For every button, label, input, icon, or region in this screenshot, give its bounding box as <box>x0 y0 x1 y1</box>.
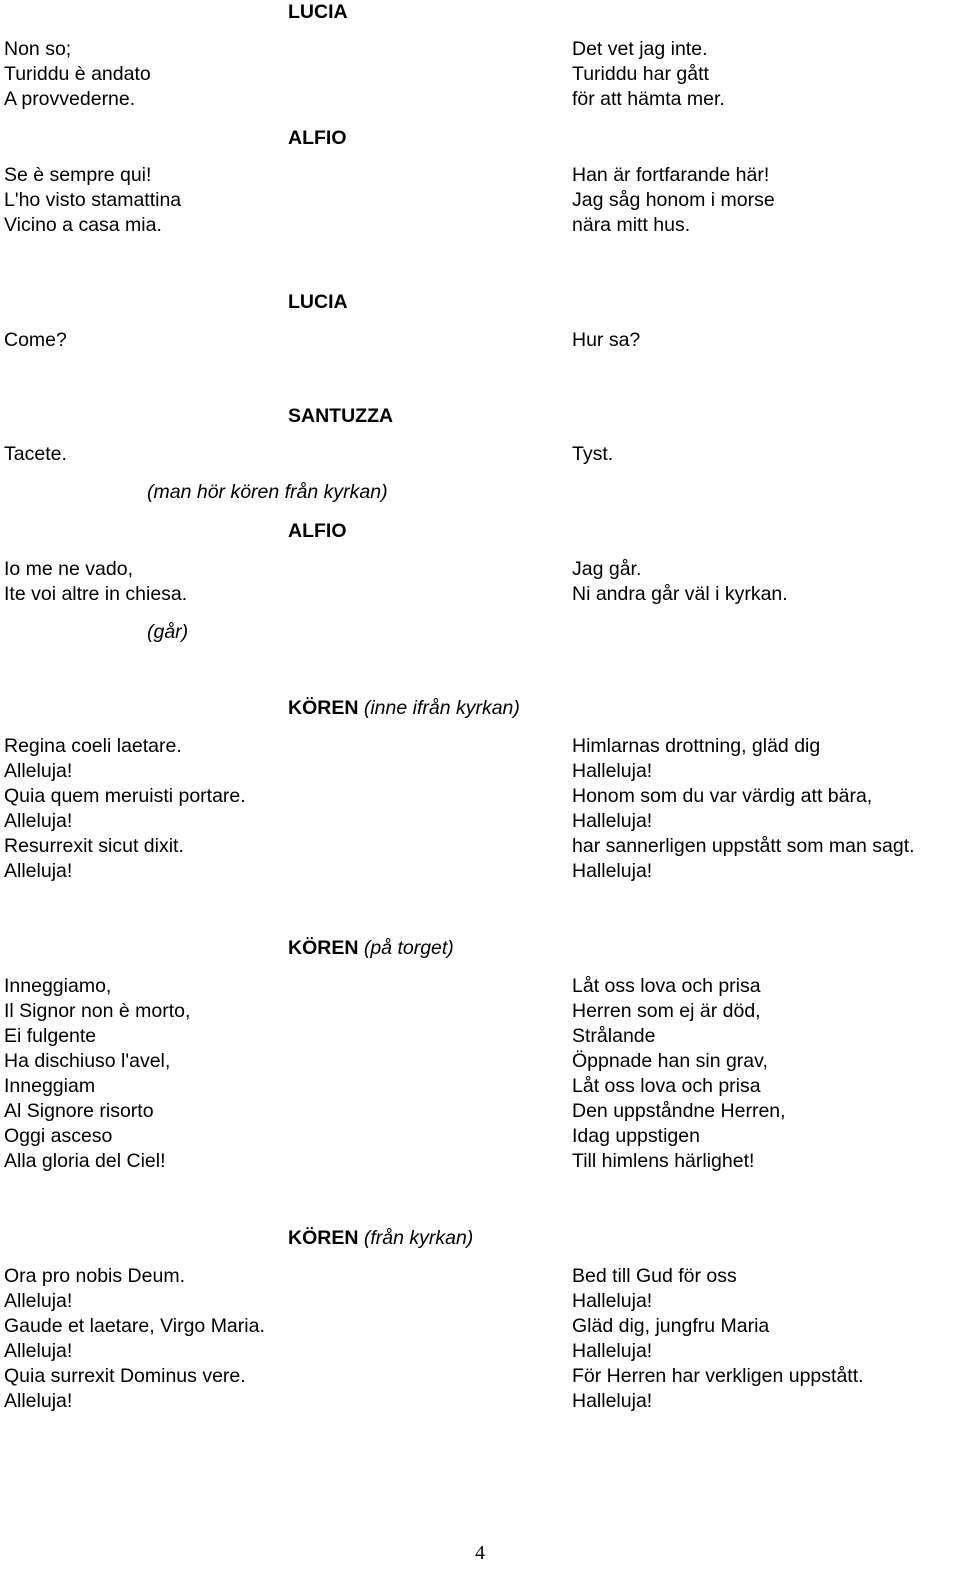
italian-line: Ei fulgente <box>4 1025 97 1047</box>
italian-line: Alleluja! <box>4 860 73 882</box>
swedish-line: Tyst. <box>572 443 614 465</box>
swedish-line: Låt oss lova och prisa <box>572 975 761 997</box>
speaker-name: KÖREN <box>288 1227 359 1249</box>
italian-line: Oggi asceso <box>4 1125 113 1147</box>
italian-line: Inneggiamo, <box>4 975 112 997</box>
speaker-direction: (på torget) <box>363 937 454 959</box>
italian-line: Inneggiam <box>4 1075 96 1097</box>
speaker-direction: (inne ifrån kyrkan) <box>363 697 520 719</box>
italian-line: Alleluja! <box>4 760 73 782</box>
swedish-line: Det vet jag inte. <box>572 38 708 60</box>
swedish-line: Idag uppstigen <box>572 1125 700 1147</box>
swedish-line: Halleluja! <box>572 810 653 832</box>
italian-line: Io me ne vado, <box>4 558 133 580</box>
speaker-name: ALFIO <box>288 127 347 149</box>
italian-line: L'ho visto stamattina <box>4 189 182 211</box>
swedish-line: Turiddu har gått <box>572 63 709 85</box>
swedish-line: Halleluja! <box>572 760 653 782</box>
swedish-line: Den uppståndne Herren, <box>572 1100 786 1122</box>
swedish-line: Jag såg honom i morse <box>572 189 775 211</box>
chorus-heading <box>288 936 454 961</box>
swedish-line: Ni andra går väl i kyrkan. <box>572 583 788 605</box>
italian-line: Alleluja! <box>4 1340 73 1362</box>
swedish-line: nära mitt hus. <box>572 214 691 236</box>
italian-line: Regina coeli laetare. <box>4 735 182 757</box>
swedish-line: Halleluja! <box>572 860 653 882</box>
italian-line: Quia surrexit Dominus vere. <box>4 1365 246 1387</box>
italian-line: Il Signor non è morto, <box>4 1000 191 1022</box>
italian-line: Quia quem meruisti portare. <box>4 785 246 807</box>
swedish-line: Halleluja! <box>572 1390 653 1412</box>
italian-line: Alleluja! <box>4 810 73 832</box>
chorus-heading <box>288 1226 473 1251</box>
swedish-line: Jag går. <box>572 558 642 580</box>
stage-direction: (går) <box>147 621 189 643</box>
page-number: 4 <box>475 1542 485 1564</box>
speaker-name: LUCIA <box>288 1 348 23</box>
swedish-line: Hur sa? <box>572 329 641 351</box>
italian-line: Ite voi altre in chiesa. <box>4 583 188 605</box>
speaker-name: LUCIA <box>288 291 348 313</box>
swedish-line: Till himlens härlighet! <box>572 1150 755 1172</box>
swedish-line: Herren som ej är död, <box>572 1000 761 1022</box>
italian-line: Alleluja! <box>4 1390 73 1412</box>
italian-line: Alla gloria del Ciel! <box>4 1150 166 1172</box>
chorus-heading <box>288 696 520 721</box>
swedish-line: Öppnade han sin grav, <box>572 1050 768 1072</box>
swedish-line: Han är fortfarande här! <box>572 164 770 186</box>
italian-line: Ora pro nobis Deum. <box>4 1265 185 1287</box>
italian-line: Turiddu è andato <box>4 63 151 85</box>
speaker-name: KÖREN <box>288 697 359 719</box>
italian-line: Se è sempre qui! <box>4 164 152 186</box>
swedish-line: för att hämta mer. <box>572 88 725 110</box>
swedish-line: Halleluja! <box>572 1290 653 1312</box>
italian-line: Gaude et laetare, Virgo Maria. <box>4 1315 265 1337</box>
swedish-line: Bed till Gud för oss <box>572 1265 737 1287</box>
italian-line: Non so; <box>4 38 72 60</box>
italian-line: Al Signore risorto <box>4 1100 154 1122</box>
swedish-line: Strålande <box>572 1025 656 1047</box>
swedish-line: Låt oss lova och prisa <box>572 1075 761 1097</box>
speaker-name: ALFIO <box>288 520 347 542</box>
italian-line: Ha dischiuso l'avel, <box>4 1050 171 1072</box>
speaker-name: KÖREN <box>288 937 359 959</box>
italian-line: Alleluja! <box>4 1290 73 1312</box>
swedish-line: har sannerligen uppstått som man sagt. <box>572 835 915 857</box>
swedish-line: Himlarnas drottning, gläd dig <box>572 735 821 757</box>
swedish-line: Halleluja! <box>572 1340 653 1362</box>
speaker-direction: (från kyrkan) <box>363 1227 474 1249</box>
swedish-line: Honom som du var värdig att bära, <box>572 785 873 807</box>
italian-line: Come? <box>4 329 67 351</box>
speaker-name: SANTUZZA <box>288 405 394 427</box>
swedish-line: För Herren har verkligen uppstått. <box>572 1365 864 1387</box>
swedish-line: Gläd dig, jungfru Maria <box>572 1315 770 1337</box>
stage-direction: (man hör kören från kyrkan) <box>147 481 388 503</box>
italian-line: Tacete. <box>4 443 67 465</box>
italian-line: Vicino a casa mia. <box>4 214 162 236</box>
italian-line: A provvederne. <box>4 88 136 110</box>
italian-line: Resurrexit sicut dixit. <box>4 835 184 857</box>
